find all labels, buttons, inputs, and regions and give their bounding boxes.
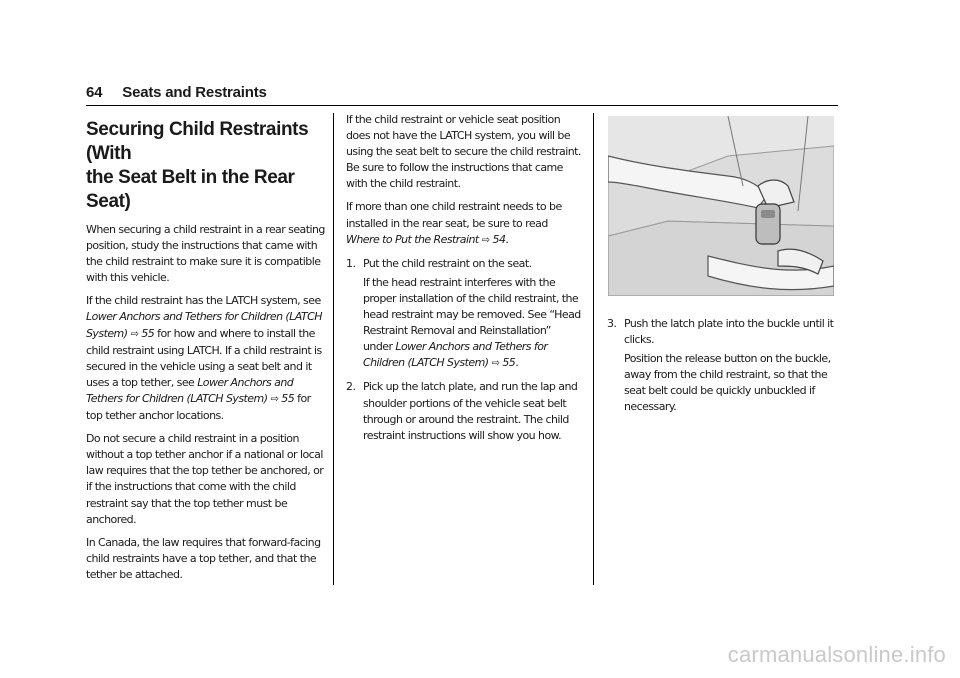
xref-where-to-put[interactable]: Where to Put the Restraint	[346, 232, 479, 246]
column-3	[607, 316, 843, 423]
xref-latch-link[interactable]: Lower Anchors and Tethers for Children (LATCH System)	[363, 340, 548, 370]
step-number: 3.	[607, 317, 617, 330]
column-divider-2	[593, 113, 594, 585]
xref-latch-link-2[interactable]: Lower Anchors and Tethers for Children (LATCH System)	[86, 375, 294, 405]
section-title: Seats and Restraints	[122, 84, 267, 101]
header-rule	[86, 105, 838, 106]
xref-latch-link[interactable]: Lower Anchors and Tethers for Children (LATCH System)	[86, 310, 322, 340]
column-2	[346, 112, 582, 447]
page-header	[86, 84, 267, 101]
step-2: 2. Pick up the latch plate, and run the lap and shoulder portions of the vehicle seat belt through or around the restraint. The child restraint instructions will show you how.	[346, 380, 578, 442]
column-divider-1	[333, 113, 334, 585]
step-3: 3. Push the latch plate into the buckle until it clicks.	[607, 317, 834, 347]
paragraph: When securing a child restraint in a rear seating position, study the instructions that came with the child restraint to make sure it is compatible with this vehicle.	[86, 223, 325, 285]
section-heading: Securing Child Restraints (With the Seat Belt in the Rear Seat)	[86, 119, 309, 212]
page-number: 64	[86, 84, 103, 101]
step-1: 1. Put the child restraint on the seat.	[346, 256, 582, 272]
page-ref-arrow-icon: ⇨	[270, 393, 279, 405]
watermark: carmanualsonline.info	[727, 642, 946, 667]
page-ref-arrow-icon: ⇨	[130, 328, 139, 340]
page-ref[interactable]: 54	[492, 232, 506, 246]
step-3-detail: Position the release button on the buckle, away from the child restraint, so that the seat belt could be quickly unbuckled if necessary.	[624, 352, 831, 414]
step-number: 2.	[346, 380, 356, 394]
buckle-illustration	[608, 116, 834, 296]
page-ref[interactable]: 55	[141, 326, 155, 340]
paragraph-multiple: If more than one child restraint needs to be installed in the rear seat, be sure to read Where to Put the Restraint ⇨ 54.	[346, 200, 562, 246]
paragraph-latch: If the child restraint has the LATCH system, see Lower Anchors and Tethers for Children (LATCH System) ⇨ 55 for how and where to install the child restraint using LATCH. If a child restraint is secured in the vehicle using a seat belt and it uses a top tether, see Lower Anchors and Tethers for Children (LATCH System) ⇨ 55 for top tether anchor locations.	[86, 294, 322, 423]
page-ref[interactable]: 55	[502, 356, 516, 370]
paragraph: If the child restraint or vehicle seat position does not have the LATCH system, you will be using the seat belt to secure the child restraint. Be sure to follow the instructions that came with the child restraint.	[346, 113, 581, 191]
paragraph: Do not secure a child restraint in a position without a top tether anchor if a national or local law requires that the top tether be anchored, or if the instructions that come with the child restraint say that the top tether must be anchored.	[86, 432, 324, 526]
column-1	[86, 118, 326, 590]
step-number: 1.	[346, 256, 356, 270]
step-1-detail: If the head restraint interferes with the proper installation of the child restraint, the head restraint may be removed. See “Head Restraint Removal and Reinstallation” under Lower Anchors and Tethers for Children (LATCH System) ⇨ 55.	[363, 275, 581, 370]
latch-buckle-drawing	[608, 116, 834, 296]
page-ref-2[interactable]: 55	[281, 391, 295, 405]
page-ref-arrow-icon: ⇨	[491, 358, 500, 370]
paragraph: In Canada, the law requires that forward-facing child restraints have a top tether, and that the tether be attached.	[86, 535, 321, 581]
page-ref-arrow-icon: ⇨	[481, 234, 490, 246]
